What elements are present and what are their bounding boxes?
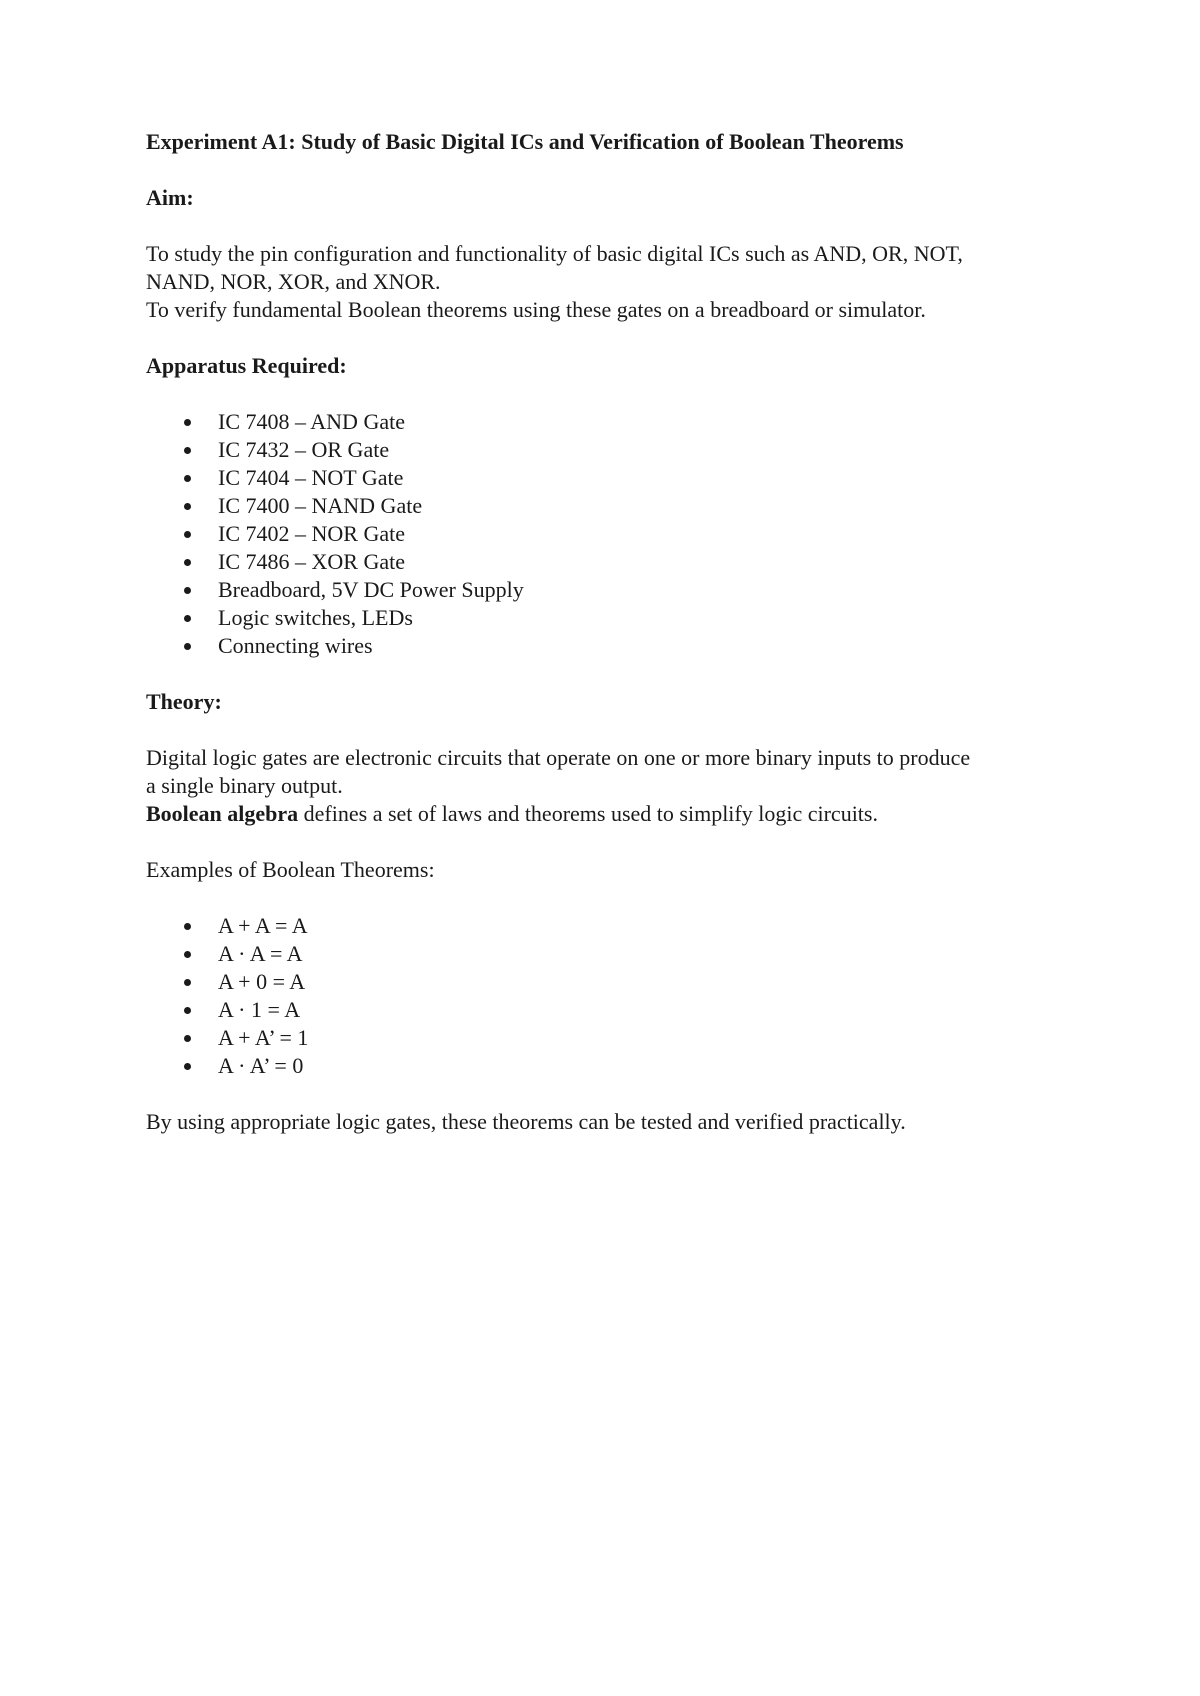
bullet-icon xyxy=(184,559,191,566)
bullet-icon xyxy=(184,587,191,594)
list-item xyxy=(146,464,1076,492)
list-item xyxy=(146,996,1076,1024)
list-item xyxy=(146,632,1076,660)
apparatus-heading: Apparatus Required: xyxy=(146,353,347,378)
bullet-icon xyxy=(184,615,191,622)
bullet-icon xyxy=(184,923,191,930)
aim-line: NAND, NOR, XOR, and XNOR. xyxy=(146,269,441,294)
bullet-icon xyxy=(184,1007,191,1014)
theory-line: Digital logic gates are electronic circuits that operate on one or more binary inputs to produce xyxy=(146,745,971,770)
conclusion-text: By using appropriate logic gates, these theorems can be tested and verified practically. xyxy=(146,1109,906,1134)
list-item-text: Breadboard, 5V DC Power Supply xyxy=(218,577,524,602)
list-item-text: Logic switches, LEDs xyxy=(218,605,413,630)
list-item xyxy=(146,940,1076,968)
bullet-icon xyxy=(184,643,191,650)
boolean-algebra-definition: defines a set of laws and theorems used to simplify logic circuits. xyxy=(298,801,878,826)
theorem-text: A + A = A xyxy=(218,913,308,938)
theorem-text: A + A’ = 1 xyxy=(218,1025,309,1050)
bullet-icon xyxy=(184,1063,191,1070)
bullet-icon xyxy=(184,503,191,510)
list-item-text: IC 7408 – AND Gate xyxy=(218,409,405,434)
theory-paragraph xyxy=(146,744,1076,828)
bullet-icon xyxy=(184,419,191,426)
bullet-icon xyxy=(184,979,191,986)
theorem-text: A · A = A xyxy=(218,941,303,966)
bullet-icon xyxy=(184,1035,191,1042)
bullet-icon xyxy=(184,951,191,958)
list-item xyxy=(146,604,1076,632)
bullet-icon xyxy=(184,447,191,454)
list-item xyxy=(146,408,1076,436)
theorem-text: A · A’ = 0 xyxy=(218,1053,304,1078)
list-item xyxy=(146,1052,1076,1080)
theorem-text: A · 1 = A xyxy=(218,997,301,1022)
theory-line: a single binary output. xyxy=(146,773,343,798)
list-item-text: IC 7402 – NOR Gate xyxy=(218,521,405,546)
list-item xyxy=(146,548,1076,576)
list-item xyxy=(146,912,1076,940)
apparatus-list xyxy=(146,408,1076,660)
theorem-list xyxy=(146,912,1076,1080)
aim-paragraph xyxy=(146,240,1076,324)
list-item xyxy=(146,492,1076,520)
list-item-text: IC 7486 – XOR Gate xyxy=(218,549,405,574)
list-item-text: IC 7432 – OR Gate xyxy=(218,437,390,462)
list-item-text: IC 7404 – NOT Gate xyxy=(218,465,404,490)
list-item xyxy=(146,520,1076,548)
document-title: Experiment A1: Study of Basic Digital ICs and Verification of Boolean Theorems xyxy=(146,129,904,154)
aim-line: To verify fundamental Boolean theorems using these gates on a breadboard or simulator. xyxy=(146,297,926,322)
list-item xyxy=(146,968,1076,996)
theorem-text: A + 0 = A xyxy=(218,969,306,994)
list-item xyxy=(146,576,1076,604)
aim-line: To study the pin configuration and functionality of basic digital ICs such as AND, OR, NOT, xyxy=(146,241,963,266)
list-item xyxy=(146,436,1076,464)
bullet-icon xyxy=(184,531,191,538)
list-item-text: IC 7400 – NAND Gate xyxy=(218,493,423,518)
boolean-algebra-term: Boolean algebra xyxy=(146,801,299,826)
aim-heading: Aim: xyxy=(146,185,194,210)
document-page xyxy=(146,128,1076,1136)
list-item xyxy=(146,1024,1076,1052)
theory-heading: Theory: xyxy=(146,689,222,714)
boolean-algebra-line xyxy=(146,800,1076,828)
examples-label: Examples of Boolean Theorems: xyxy=(146,857,435,882)
bullet-icon xyxy=(184,475,191,482)
list-item-text: Connecting wires xyxy=(218,633,373,658)
